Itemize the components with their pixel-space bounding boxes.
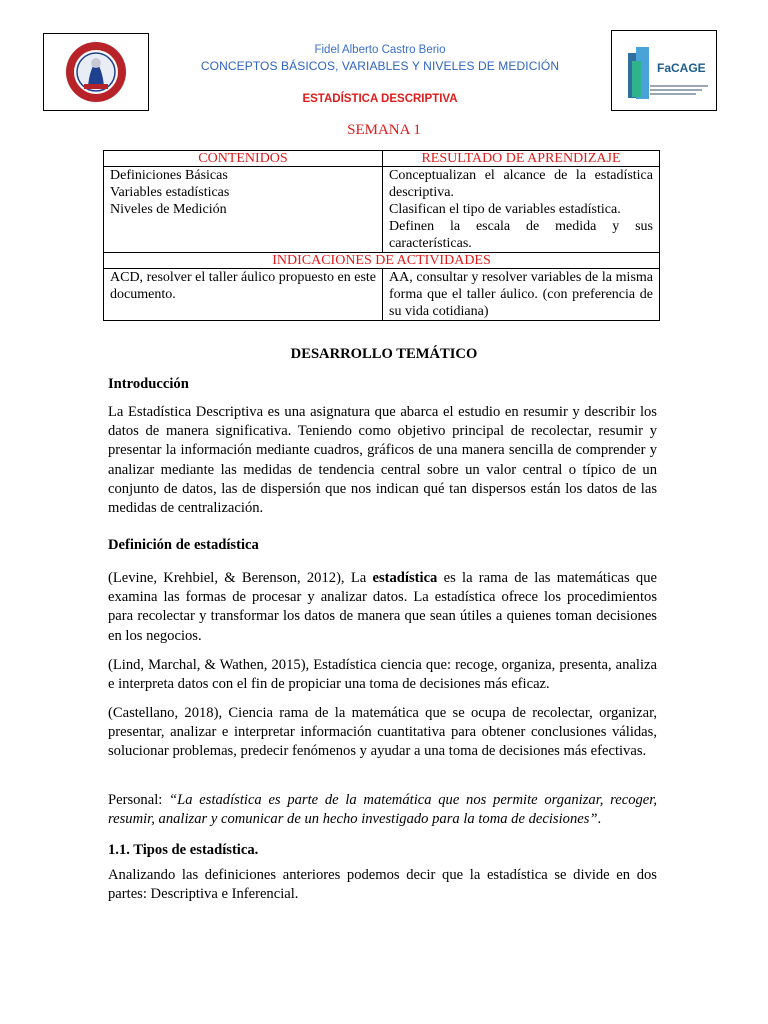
list-item: Definen la escala de medida y sus características. xyxy=(389,219,653,251)
citation-text: (Levine, Krehbiel, & Berenson, 2012), La xyxy=(108,570,373,586)
types-paragraph: Analizando las definiciones anteriores podemos decir que la estadística se divide en dos partes: Descriptiva e Inferencial. xyxy=(108,867,657,903)
list-item: Clasifican el tipo de variables estadística. xyxy=(389,202,621,217)
university-logo-frame xyxy=(43,33,149,111)
intro-heading: Introducción xyxy=(108,376,189,392)
outcomes-header: RESULTADO DE APRENDIZAJE xyxy=(383,151,660,167)
emphasis-term: estadística xyxy=(372,570,438,586)
document-title: CONCEPTOS BÁSICOS, VARIABLES Y NIVELES DE MEDICIÓN xyxy=(200,59,560,73)
contents-header: CONTENIDOS xyxy=(104,151,383,167)
types-heading: 1.1. Tipos de estadística. xyxy=(108,842,259,858)
list-item: Conceptualizan el alcance de la estadística descriptiva. xyxy=(389,168,653,200)
personal-label: Personal: xyxy=(108,792,170,808)
university-seal-icon xyxy=(44,34,148,110)
definition-paragraph-2: (Lind, Marchal, & Wathen, 2015), Estadística ciencia que: recoge, organiza, presenta, analiza e interpreta datos con el fin de propiciar una toma de decisiones más eficaz. xyxy=(108,657,657,693)
table-row xyxy=(104,167,660,253)
list-item: Definiciones Básicas xyxy=(110,168,228,183)
definition-text: es la rama de las matemáticas que examina las formas de procesar y analizar datos. La estadística ofrece los procedimientos para recolectar y transformar los datos de manera que sean útiles a quienes toman decisiones en los negocios. xyxy=(108,570,657,644)
personal-definition xyxy=(108,791,657,829)
intro-paragraph: La Estadística Descriptiva es una asignatura que abarca el estudio en resumir y describir los datos de manera significativa. Teniendo como objetivo principal de recolectar, resumir y presentar la información mediante cuadros, gráficos de una manera sencilla de comprender y analizar mediante las medidas de tendencia central sobre un valor central o típico de un conjunto de datos, las de dispersión que nos indican qué tan dispersos están los datos de las medidas de centralización. xyxy=(108,404,657,517)
table-row xyxy=(104,269,660,321)
author-name: Fidel Alberto Castro Berio xyxy=(314,44,446,56)
definition-heading: Definición de estadística xyxy=(108,537,259,553)
activities-header-row xyxy=(104,253,660,269)
quote-end: . xyxy=(597,811,602,828)
activity-right-cell: AA, consultar y resolver variables de la misma forma que el taller áulico. (con preferencia de su vida cotidiana) xyxy=(383,269,660,321)
definition-paragraph-3: (Castellano, 2018), Ciencia rama de la matemática que se ocupa de recolectar, organizar, presentar, analizar e interpretar información cuantitativa para obtener conclusiones válidas, solucionar problemas, predecir fenómenos y ayudar a una toma de decisiones más efectivas. xyxy=(108,705,657,760)
definition-paragraph-1 xyxy=(108,569,657,646)
facage-logo-text: FaCAGE xyxy=(657,61,706,75)
week-label: SEMANA 1 xyxy=(347,122,421,138)
development-heading: DESARROLLO TEMÁTICO xyxy=(290,346,478,362)
activity-left-cell: ACD, resolver el taller áulico propuesto en este documento. xyxy=(104,269,383,321)
list-item: Variables estadísticas xyxy=(110,185,230,200)
learning-plan-table xyxy=(103,150,660,321)
outcomes-cell xyxy=(383,167,660,253)
course-name: ESTADÍSTICA DESCRIPTIVA xyxy=(302,93,458,105)
list-item: Niveles de Medición xyxy=(110,202,227,217)
table-header-row xyxy=(104,151,660,167)
activities-header: INDICACIONES DE ACTIVIDADES xyxy=(104,253,660,269)
personal-quote: “La estadística es parte de la matemática que nos permite organizar, recoger, resumir, analizar y comunicar de un hecho investigado para la toma de decisiones” xyxy=(108,792,657,828)
facage-logo-frame xyxy=(611,30,717,111)
contents-cell xyxy=(104,167,383,253)
